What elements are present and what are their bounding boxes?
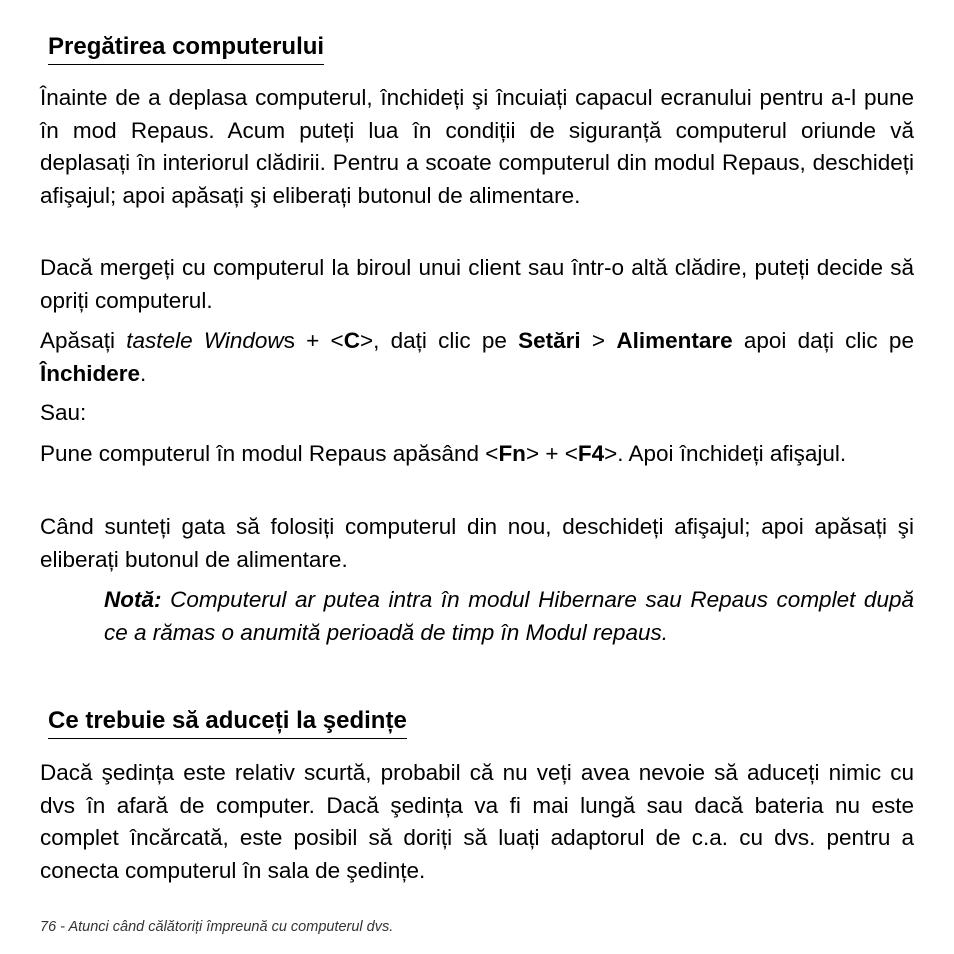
page-footer: 76 - Atunci când călătoriți împreună cu computerul dvs. [40, 919, 394, 935]
settings-label: Setări [518, 328, 581, 353]
text-span: >, dați clic pe [359, 328, 519, 353]
paragraph-client-office: Dacă mergeți cu computerul la biroul unui client sau într-o altă clădire, puteți decide să opriți computerul. [40, 255, 914, 313]
paragraph-before-moving: Înainte de a deplasa computerul, închideți şi încuiați capacul ecranului pentru a-l pune în mod Repaus. Acum puteți lua în condiții de siguranță computerul oriunde vă deplasați în interiorul clădirii. Pentru a scoate computerul din modul Repaus, deschideți afişajul; apoi apăsați şi eliberați butonul de alimentare. [40, 85, 914, 208]
paragraph-meeting-items: Dacă şedința este relativ scurtă, probabil că nu veți avea nevoie să aduceți nimic cu dvs în afară de computer. Dacă şedința va fi mai lungă sau dacă bateria nu este complet încărcată, este posibil să doriți să luați adaptorul de c.a. cu dvs. pentru a conecta computerul în sala de şedințe. [40, 760, 914, 883]
text-span: apoi dați clic pe [732, 328, 914, 353]
key-c: C [343, 328, 360, 353]
note-text: Computerul ar putea intra în modul Hibernare sau Repaus complet după ce a rămas o anumită perioadă de timp în Modul repaus. [104, 587, 914, 645]
power-label: Alimentare [616, 328, 733, 353]
text-span: > + < [525, 441, 578, 466]
section-heading-meetings: Ce trebuie să aduceți la şedințe [48, 706, 407, 739]
section-heading-preparing-computer: Pregătirea computerului [48, 32, 324, 65]
text-span: >. Apoi închideți afişajul. [604, 441, 847, 466]
note-label: Notă: [104, 587, 162, 612]
key-fn: Fn [498, 441, 526, 466]
italic-text: tastele Window [126, 328, 284, 353]
text-span: Pune computerul în modul Repaus apăsând < [40, 441, 499, 466]
text-span: . [140, 360, 147, 386]
text-span: s + < [283, 328, 344, 353]
paragraph-or: Sau: [40, 400, 87, 425]
key-f4: F4 [577, 441, 605, 466]
paragraph-shutdown-instructions [40, 325, 914, 390]
text-span: Apăsați [40, 328, 127, 353]
text-span: > [580, 328, 617, 353]
shutdown-label: Închidere [40, 360, 141, 386]
paragraph-sleep-shortcut [40, 438, 914, 471]
note-hibernate [104, 584, 914, 649]
paragraph-ready-to-use: Când sunteți gata să folosiți computerul din nou, deschideți afişajul; apoi apăsați şi eliberați butonul de alimentare. [40, 514, 914, 572]
